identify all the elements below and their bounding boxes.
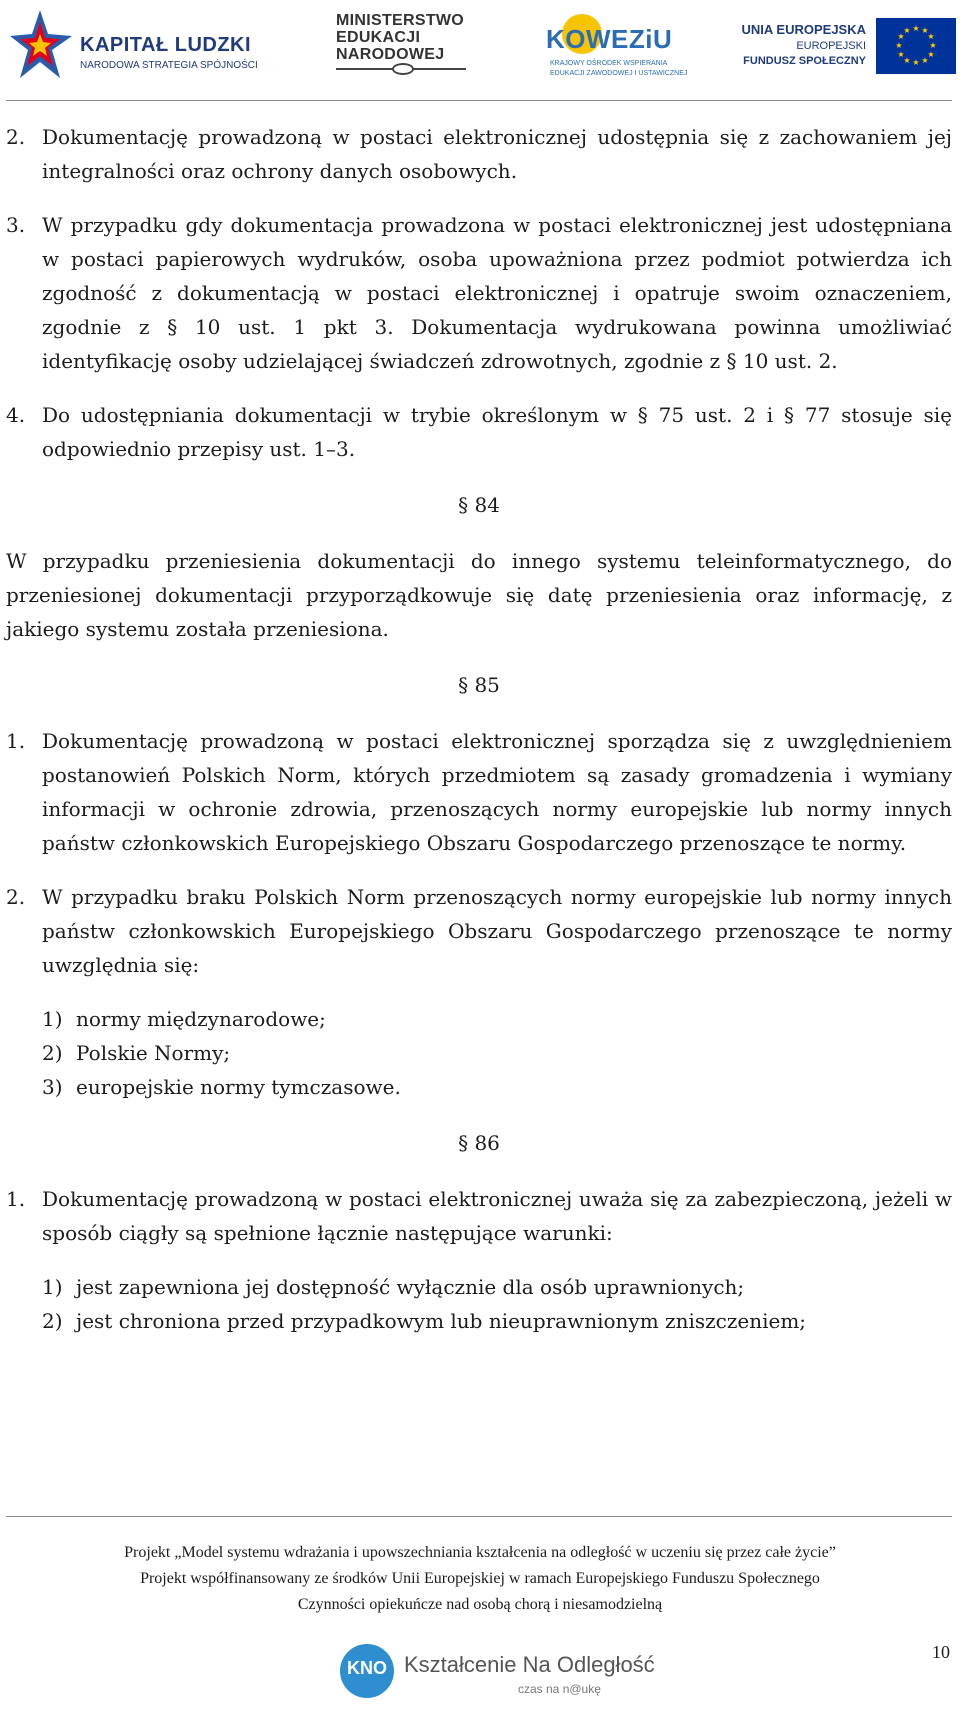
paragraph-2 [6,120,952,188]
svg-text:★: ★ [927,50,935,59]
svg-text:★: ★ [921,26,929,35]
list-item [42,1270,952,1304]
ministry-logo [336,12,476,76]
section-84-text: W przypadku przeniesienia dokumentacji do innego systemu teleinformatycznego, do przeniesionej dokumentacji przyporządkowuje się datę przeniesienia oraz informację, z jakiego systemu została przeniesiona. [6,549,952,641]
svg-text:★: ★ [895,41,903,50]
kapital-ludzki-logo [10,8,260,88]
kapital-ludzki-title: KAPITAŁ LUDZKI [80,34,252,56]
kapital-ludzki-subtitle: NARODOWA STRATEGIA SPÓJNOŚCI [80,60,258,71]
list-item-number: 1) [42,1275,63,1299]
svg-text:★: ★ [897,50,905,59]
list-item [42,1002,952,1036]
paragraph-number: 1. [6,729,26,753]
paragraph-text: Dokumentację prowadzoną w postaci elektronicznej udostępnia się z zachowaniem jej integralności oraz ochrony danych osobowych. [42,125,952,183]
kapital-ludzki-star-icon [10,8,72,80]
paragraph-text: Dokumentację prowadzoną w postaci elektronicznej uważa się za zabezpieczoną, jeżeli w sposób ciągły są spełnione łącznie następujące warunki: [42,1187,952,1245]
list-item-text: jest zapewniona jej dostępność wyłącznie dla osób uprawnionych; [76,1275,745,1299]
kno-subtitle: czas na n@ukę [518,1682,601,1696]
list-item-number: 1) [42,1007,63,1031]
paragraph-number: 3. [6,213,26,237]
kno-title: Kształcenie Na Odległość [404,1652,655,1677]
page-header [0,0,960,100]
eu-stars-icon [876,18,956,74]
list-item [42,1304,952,1338]
footer-project-line: Projekt „Model systemu wdrażania i upowszechniania kształcenia na odległość w uczeniu się przez całe życie” [124,1544,836,1561]
svg-text:★: ★ [897,32,905,41]
section-85-paragraph-2 [6,880,952,982]
page-number: 10 [932,1642,950,1662]
paragraph-number: 2. [6,125,26,149]
paragraph-4 [6,398,952,466]
section-84-heading: § 84 [458,493,500,517]
kno-monogram: KNO [347,1658,387,1678]
document-body [6,120,952,1338]
paragraph-text: Do udostępniania dokumentacji w trybie określonym w § 75 ust. 2 i § 77 stosuje się odpowiednio przepisy ust. 1–3. [42,403,952,461]
ministry-line-3: NARODOWEJ [336,46,445,63]
section-86-list [42,1270,952,1338]
footer-course-title: Czynności opiekuńcze nad osobą chorą i niesamodzielną [297,1596,663,1613]
list-item-text: jest chroniona przed przypadkowym lub nieuprawnionym zniszczeniem; [76,1309,807,1333]
header-divider [6,100,952,101]
paragraph-number: 2. [6,885,26,909]
ministry-line-2: EDUKACJI [336,29,421,46]
paragraph-number: 1. [6,1187,26,1211]
paragraph-number: 4. [6,403,26,427]
svg-text:★: ★ [903,56,911,65]
footer-funding-line: Projekt współfinansowany ze środków Unii Europejskiej w ramach Europejskiego Funduszu Społecznego [140,1570,820,1587]
ministry-line-1: MINISTERSTWO [336,12,465,29]
eu-logo [736,18,958,78]
list-item-number: 2) [42,1309,63,1333]
svg-text:★: ★ [912,58,920,67]
svg-text:★: ★ [912,24,920,33]
koweziu-subtitle-1: KRAJOWY OŚRODEK WSPIERANIA [550,60,668,67]
koweziu-title: KOWEZiU [546,24,673,54]
section-86-paragraph-1 [6,1182,952,1250]
eu-line-3: FUNDUSZ SPOŁECZNY [743,55,866,67]
svg-text:★: ★ [927,32,935,41]
list-item [42,1036,952,1070]
koweziu-logo [542,10,688,80]
svg-text:★: ★ [929,41,937,50]
list-item [42,1070,952,1104]
section-85-paragraph-1 [6,724,952,860]
ksztalcenie-na-odleglosc-logo [340,1640,655,1704]
list-item-text: normy międzynarodowe; [76,1007,326,1031]
section-85-list [42,1002,952,1104]
koweziu-subtitle-2: EDUKACJI ZAWODOWEJ I USTAWICZNEJ [550,70,688,77]
ministry-emblem-icon [392,63,414,75]
list-item-text: europejskie normy tymczasowe. [76,1075,401,1099]
svg-text:★: ★ [921,56,929,65]
footer-divider [6,1516,952,1517]
paragraph-text: W przypadku gdy dokumentacja prowadzona w postaci elektronicznej jest udostępniana w postaci papierowych wydruków, osoba upoważniona przez podmiot potwierdza ich zgodność z dokumentacją w postaci elektronicznej i opatruje swoim oznaczeniem, zgodnie z § 10 ust. 1 pkt 3. Dokumentacja wydrukowana powinna umożliwiać identyfikację osoby udzielającej świadczeń zdrowotnych, zgodnie z § 10 ust. 2. [42,213,952,373]
paragraph-text: W przypadku braku Polskich Norm przenoszących normy europejskie lub normy innych państw członkowskich Europejskiego Obszaru Gospodarczego przenoszące te normy uwzględnia się: [42,885,952,977]
eu-line-2: EUROPEJSKI [796,40,866,52]
paragraph-3 [6,208,952,378]
section-85-heading: § 85 [458,673,500,697]
paragraph-text: Dokumentację prowadzoną w postaci elektronicznej sporządza się z uwzględnieniem postanowień Polskich Norm, których przedmiotem są zasady gromadzenia i wymiany informacji w ochronie zdrowia, przenoszących normy europejskie lub normy innych państw członkowskich Europejskiego Obszaru Gospodarczego przenoszące te normy. [42,729,952,855]
eu-line-1: UNIA EUROPEJSKA [741,22,866,37]
list-item-number: 2) [42,1041,63,1065]
svg-text:★: ★ [903,26,911,35]
eu-flag-icon [876,18,956,74]
list-item-text: Polskie Normy; [76,1041,231,1065]
list-item-number: 3) [42,1075,63,1099]
section-86-heading: § 86 [458,1131,500,1155]
